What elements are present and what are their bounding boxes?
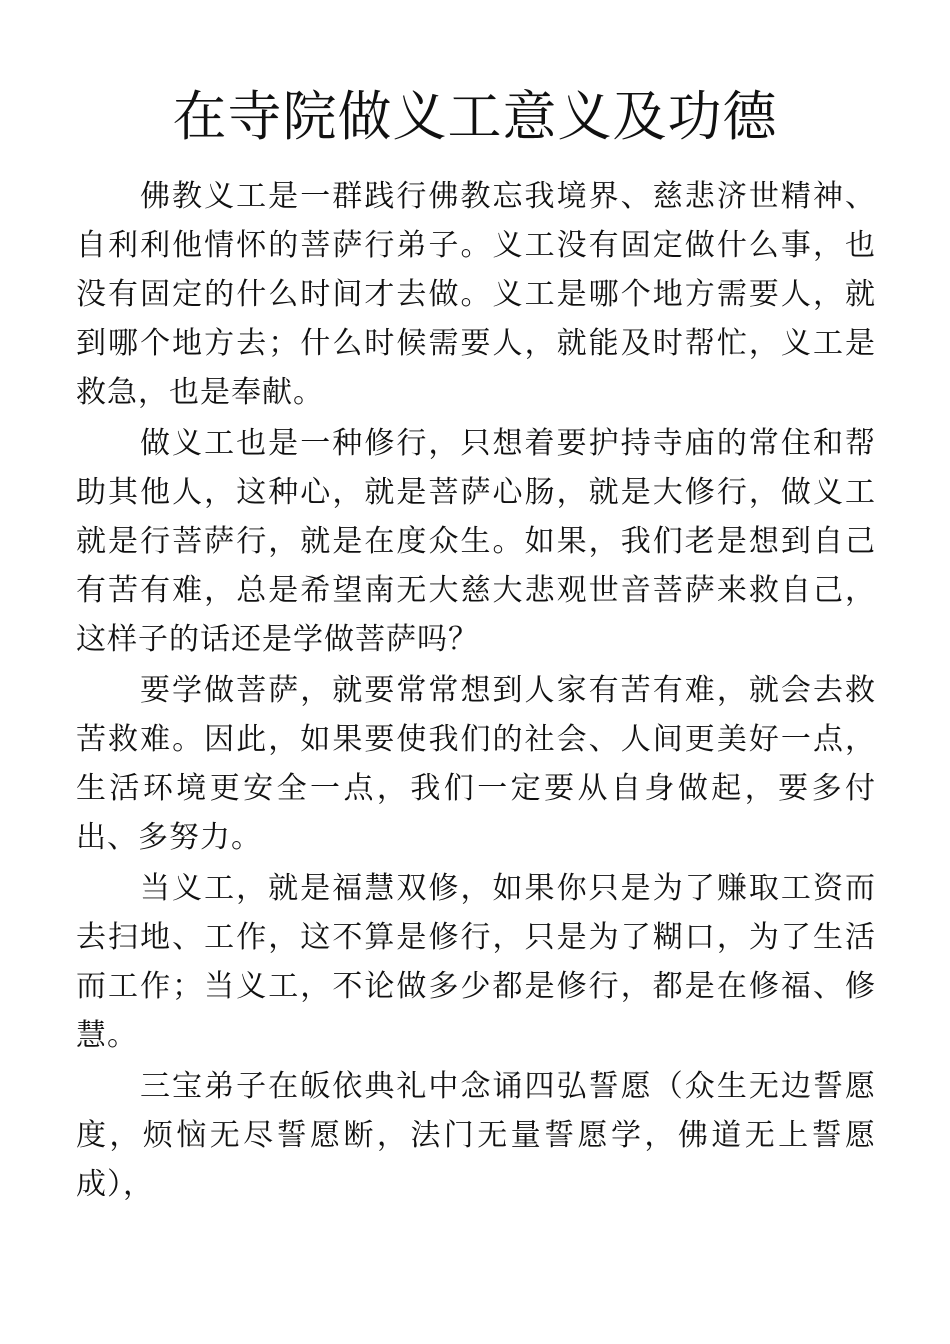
paragraph-1: 佛教义工是一群践行佛教忘我境界、慈悲济世精神、自利利他情怀的菩萨行弟子。义工没有固定做什么事，也没有固定的什么时间才去做。义工是哪个地方需要人，就到哪个地方去；什么时候需要人，就能及时帮忙，义工是救急，也是奉献。 (76, 179, 876, 410)
document-title: 在寺院做义工意义及功德 (172, 85, 778, 148)
paragraph-2: 做义工也是一种修行，只想着要护持寺庙的常住和帮助其他人，这种心，就是菩萨心肠，就是大修行，做义工就是行菩萨行，就是在度众生。如果，我们老是想到自己有苦有难，总是希望南无大慈大悲观世音菩萨来救自己，这样子的话还是学做菩萨吗？ (76, 426, 876, 657)
document-body (76, 172, 876, 1209)
paragraph-4: 当义工，就是福慧双修，如果你只是为了赚取工资而去扫地、工作，这不算是修行，只是为了糊口，为了生活而工作；当义工，不论做多少都是修行，都是在修福、修慧。 (76, 871, 876, 1053)
paragraph-5: 三宝弟子在皈依典礼中念诵四弘誓愿（众生无边誓愿度，烦恼无尽誓愿断，法门无量誓愿学，佛道无上誓愿成）， (76, 1069, 876, 1202)
paragraph-3: 要学做菩萨，就要常常想到人家有苦有难，就会去救苦救难。因此，如果要使我们的社会、人间更美好一点，生活环境更安全一点，我们一定要从自身做起，要多付出、多努力。 (76, 673, 876, 855)
